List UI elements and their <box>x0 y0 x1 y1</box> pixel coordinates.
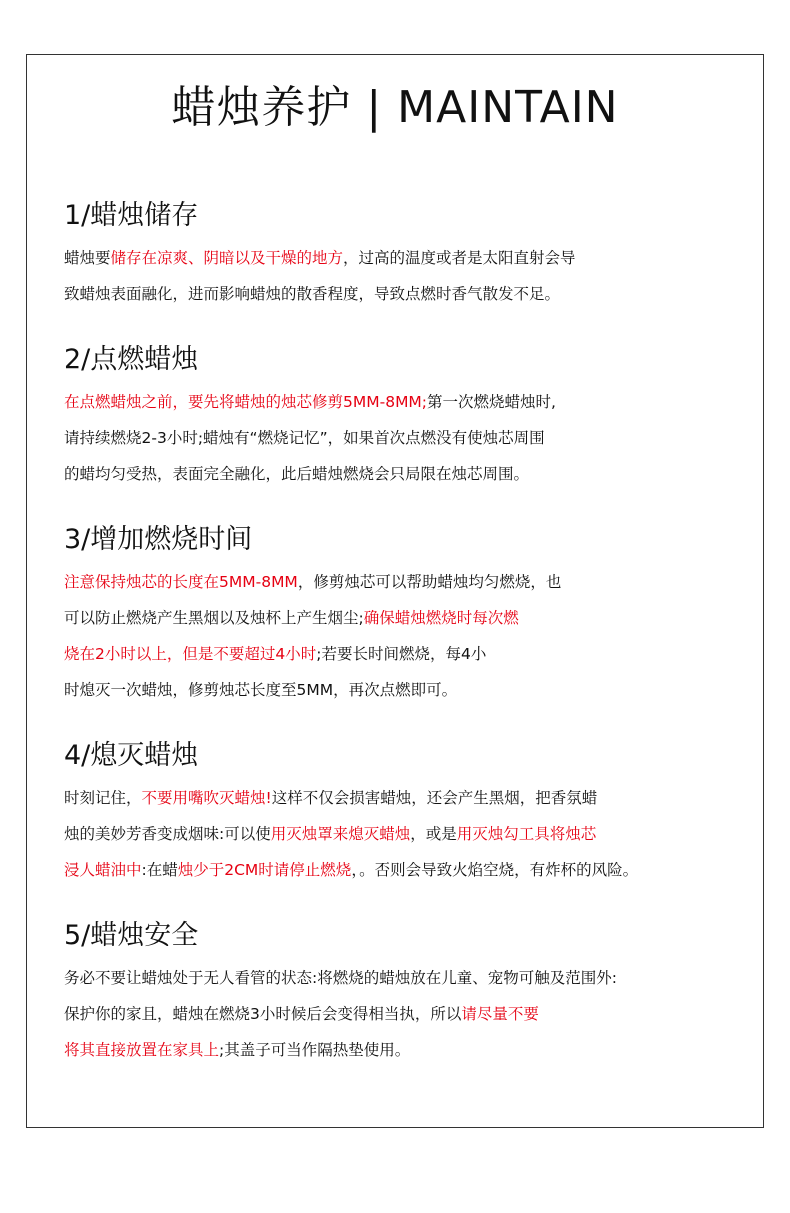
section-text-line <box>64 240 754 276</box>
section-heading: 2/点燃蜡烛 <box>64 344 199 375</box>
section-text-line <box>64 456 754 492</box>
section-text-line <box>64 852 754 888</box>
body-text: 蜡烛要 <box>64 249 111 267</box>
body-text: 这样不仅会损害蜡烛，还会产生黑烟，把香氛蜡 <box>271 789 598 807</box>
section-3 <box>64 522 754 708</box>
section-2 <box>64 342 754 492</box>
highlighted-text: 不要用嘴吹灭蜡烛! <box>141 789 272 807</box>
body-text: ;若要长时间燃烧，每4小 <box>316 645 487 663</box>
highlighted-text: 用灭烛罩来熄灭蜡烛 <box>270 825 411 843</box>
body-text: 务必不要让蜡烛处于无人看管的状态:将燃烧的蜡烛放在儿童、宠物可触及范围外: <box>64 969 617 987</box>
highlighted-text: 用灭烛勾工具将烛芯 <box>456 825 597 843</box>
body-text: 烛的美妙芳香变成烟味:可以使 <box>64 825 271 843</box>
section-text-line <box>64 960 754 996</box>
highlighted-text: 在点燃蜡烛之前，要先将蜡烛的烛芯修剪5MM-8MM; <box>64 393 428 411</box>
body-text: ，修剪烛芯可以帮助蜡烛均匀燃烧，也 <box>297 573 562 591</box>
highlighted-text: 烛少于2CM时请停止燃烧 <box>177 861 352 879</box>
page-title: 蜡烛养护 | MAINTAIN <box>171 82 619 133</box>
highlighted-text: 烧在2小时以上，但是不要超过4小时 <box>64 645 317 663</box>
body-text: ，或是 <box>410 825 457 843</box>
section-text-line <box>64 672 754 708</box>
section-text-line <box>64 996 754 1032</box>
section-text-line <box>64 384 754 420</box>
body-text: ;其盖子可当作隔热垫使用。 <box>219 1041 411 1059</box>
section-text-line <box>64 1032 754 1068</box>
section-heading: 1/蜡烛储存 <box>64 200 199 231</box>
highlighted-text: 请尽量不要 <box>461 1005 539 1023</box>
body-text: :在蜡 <box>141 861 178 879</box>
body-text: 时刻记住， <box>64 789 142 807</box>
body-text: 致蜡烛表面融化，进而影响蜡烛的散香程度，导致点燃时香气散发不足。 <box>64 285 561 303</box>
section-1 <box>64 198 754 312</box>
body-text: 保护你的家且，蜡烛在燃烧3小时候后会变得相当执，所以 <box>64 1005 462 1023</box>
section-heading: 3/增加燃烧时间 <box>64 524 253 555</box>
highlighted-text: 将其直接放置在家具上 <box>64 1041 220 1059</box>
body-text: 可以防止燃烧产生黑烟以及烛杯上产生烟尘; <box>64 609 364 627</box>
section-text-line <box>64 276 754 312</box>
section-text-line <box>64 600 754 636</box>
highlighted-text: 储存在凉爽、阴暗以及干燥的地方 <box>110 249 344 267</box>
section-text-line <box>64 636 754 672</box>
section-text-line <box>64 420 754 456</box>
section-heading: 5/蜡烛安全 <box>64 920 199 951</box>
section-text-line <box>64 564 754 600</box>
body-text: 的蜡均匀受热，表面完全融化，此后蜡烛燃烧会只局限在烛芯周围。 <box>64 465 530 483</box>
body-text: 请持续燃烧2-3小时;蜡烛有“燃烧记忆”，如果首次点燃没有使烛芯周围 <box>64 429 545 447</box>
section-text-line <box>64 816 754 852</box>
body-text: 第一次燃烧蜡烛时, <box>427 393 556 411</box>
highlighted-text: 浸人蜡油中 <box>64 861 142 879</box>
body-text: 时熄灭一次蜡烛，修剪烛芯长度至5MM，再次点燃即可。 <box>64 681 458 699</box>
section-text-line <box>64 780 754 816</box>
section-heading: 4/熄灭蜡烛 <box>64 740 199 771</box>
section-4 <box>64 738 754 888</box>
highlighted-text: 确保蜡烛燃烧时每次燃 <box>363 609 519 627</box>
section-5 <box>64 918 754 1068</box>
highlighted-text: 注意保持烛芯的长度在5MM-8MM <box>64 573 298 591</box>
body-text: ，过高的温度或者是太阳直射会导 <box>343 249 576 267</box>
body-text: ，。否则会导致火焰空烧，有炸杯的风险。 <box>351 861 639 879</box>
